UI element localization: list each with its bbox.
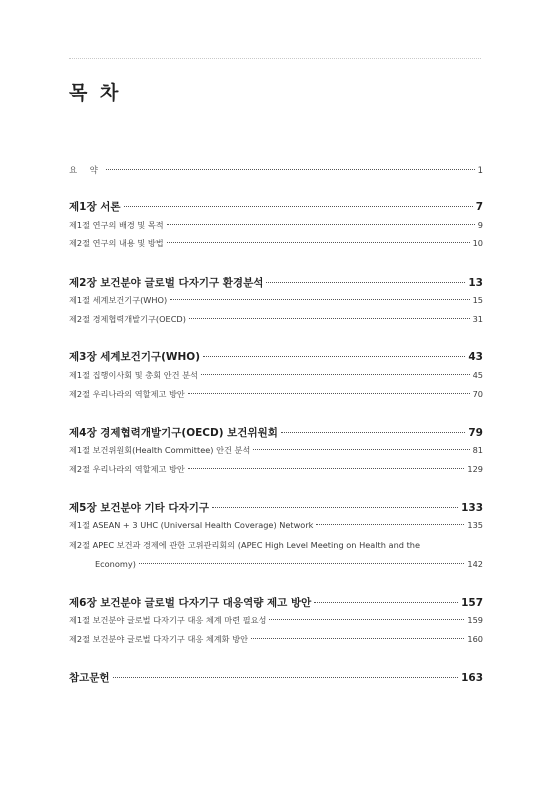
toc-section-2-2[interactable] xyxy=(69,314,483,325)
toc-chapter-label: 제6장 보건분야 글로벌 다자기구 대응역량 제고 방안 xyxy=(69,597,312,609)
toc-page-number: 70 xyxy=(472,389,483,399)
toc-chapter-2[interactable] xyxy=(69,275,483,290)
toc-page-number: 135 xyxy=(467,520,483,530)
toc-section-label: 제2절 연구의 내용 및 방법 xyxy=(69,238,164,248)
toc-page-number: 157 xyxy=(461,597,483,609)
dot-leader xyxy=(201,374,470,375)
toc-section-label-continued: Economy) xyxy=(95,559,136,569)
dot-leader xyxy=(188,468,465,469)
toc-chapter-1[interactable] xyxy=(69,199,483,214)
toc-section-label: 제2절 APEC 보건과 경제에 관한 고위관리회의 (APEC High Level Meeting on Health and the xyxy=(69,540,421,550)
dot-leader xyxy=(189,318,470,319)
toc-section-5-1[interactable] xyxy=(69,520,483,531)
toc-page-number: 133 xyxy=(461,502,483,514)
toc-section-2-1[interactable] xyxy=(69,295,483,306)
toc-section-label: 제1절 ASEAN + 3 UHC (Universal Health Coverage) Network xyxy=(69,520,314,530)
dot-leader xyxy=(124,206,473,207)
toc-page-number: 129 xyxy=(467,464,483,474)
toc-chapter-5[interactable] xyxy=(69,500,483,515)
toc-chapter-label: 제1장 서론 xyxy=(69,201,121,213)
toc-page-number: 31 xyxy=(472,314,483,324)
toc-section-label: 제1절 세계보건기구(WHO) xyxy=(69,295,168,305)
dot-leader xyxy=(266,282,465,283)
toc-section-6-1[interactable] xyxy=(69,615,483,626)
dot-leader xyxy=(106,169,475,170)
toc-section-3-1[interactable] xyxy=(69,370,483,381)
top-dotted-rule xyxy=(69,58,481,59)
toc-section-4-1[interactable] xyxy=(69,445,483,456)
toc-page-number: 7 xyxy=(475,201,483,213)
dot-leader xyxy=(212,507,458,508)
toc-section-label: 제2절 우리나라의 역할제고 방안 xyxy=(69,389,185,399)
dot-leader xyxy=(170,299,469,300)
toc-references-label: 참고문헌 xyxy=(69,672,110,684)
toc-section-label: 제1절 보건분야 글로벌 다자기구 대응 체계 마련 필요성 xyxy=(69,615,267,625)
toc-page-number: 43 xyxy=(468,351,483,363)
toc-section-6-2[interactable] xyxy=(69,634,483,645)
toc-chapter-6[interactable] xyxy=(69,595,483,610)
toc-page-number: 1 xyxy=(477,165,483,175)
dot-leader xyxy=(314,602,458,603)
dot-leader xyxy=(167,224,475,225)
toc-section-1-2[interactable] xyxy=(69,238,483,249)
toc-section-5-2-continued[interactable] xyxy=(95,559,483,569)
toc-page-number: 160 xyxy=(467,634,483,644)
dot-leader xyxy=(251,638,464,639)
toc-section-5-2[interactable] xyxy=(69,540,420,551)
toc-chapter-label: 제4장 경제협력개발기구(OECD) 보건위원회 xyxy=(69,427,278,439)
toc-page-number: 9 xyxy=(477,220,483,230)
toc-page-number: 10 xyxy=(472,238,483,248)
toc-section-3-2[interactable] xyxy=(69,389,483,400)
toc-page-number: 79 xyxy=(468,427,483,439)
toc-chapter-label: 제3장 세계보건기구(WHO) xyxy=(69,351,200,363)
toc-page-number: 13 xyxy=(468,277,483,289)
toc-chapter-4[interactable] xyxy=(69,425,483,440)
dot-leader xyxy=(281,432,465,433)
toc-section-1-1[interactable] xyxy=(69,220,483,231)
toc-page-number: 163 xyxy=(461,672,483,684)
toc-chapter-3[interactable] xyxy=(69,349,483,364)
toc-section-label: 제2절 우리나라의 역할제고 방안 xyxy=(69,464,185,474)
toc-section-4-2[interactable] xyxy=(69,464,483,475)
dot-leader xyxy=(113,677,459,678)
dot-leader xyxy=(203,356,465,357)
toc-page-number: 142 xyxy=(467,559,483,569)
dot-leader xyxy=(139,563,464,564)
dot-leader xyxy=(167,242,470,243)
toc-summary[interactable] xyxy=(69,164,483,176)
toc-section-label: 제1절 연구의 배경 및 목적 xyxy=(69,220,164,230)
dot-leader xyxy=(316,524,464,525)
toc-page-number: 81 xyxy=(472,445,483,455)
toc-chapter-label: 제2장 보건분야 글로벌 다자기구 환경분석 xyxy=(69,277,264,289)
dot-leader xyxy=(188,393,470,394)
toc-page-number: 45 xyxy=(472,370,483,380)
toc-section-label: 제1절 보건위원회(Health Committee) 안건 분석 xyxy=(69,445,251,455)
toc-references[interactable] xyxy=(69,670,483,685)
toc-section-label: 제2절 경제협력개발기구(OECD) xyxy=(69,314,186,324)
page-title: 목 차 xyxy=(69,82,122,104)
toc-page-number: 159 xyxy=(467,615,483,625)
toc-chapter-label: 제5장 보건분야 기타 다자기구 xyxy=(69,502,209,514)
dot-leader xyxy=(269,619,464,620)
toc-section-label: 제1절 집행이사회 및 총회 안건 분석 xyxy=(69,370,198,380)
toc-page-number: 15 xyxy=(472,295,483,305)
toc-summary-label: 요 약 xyxy=(69,165,103,175)
dot-leader xyxy=(253,449,469,450)
toc-section-label: 제2절 보건분야 글로벌 다자기구 대응 체계화 방안 xyxy=(69,634,249,644)
